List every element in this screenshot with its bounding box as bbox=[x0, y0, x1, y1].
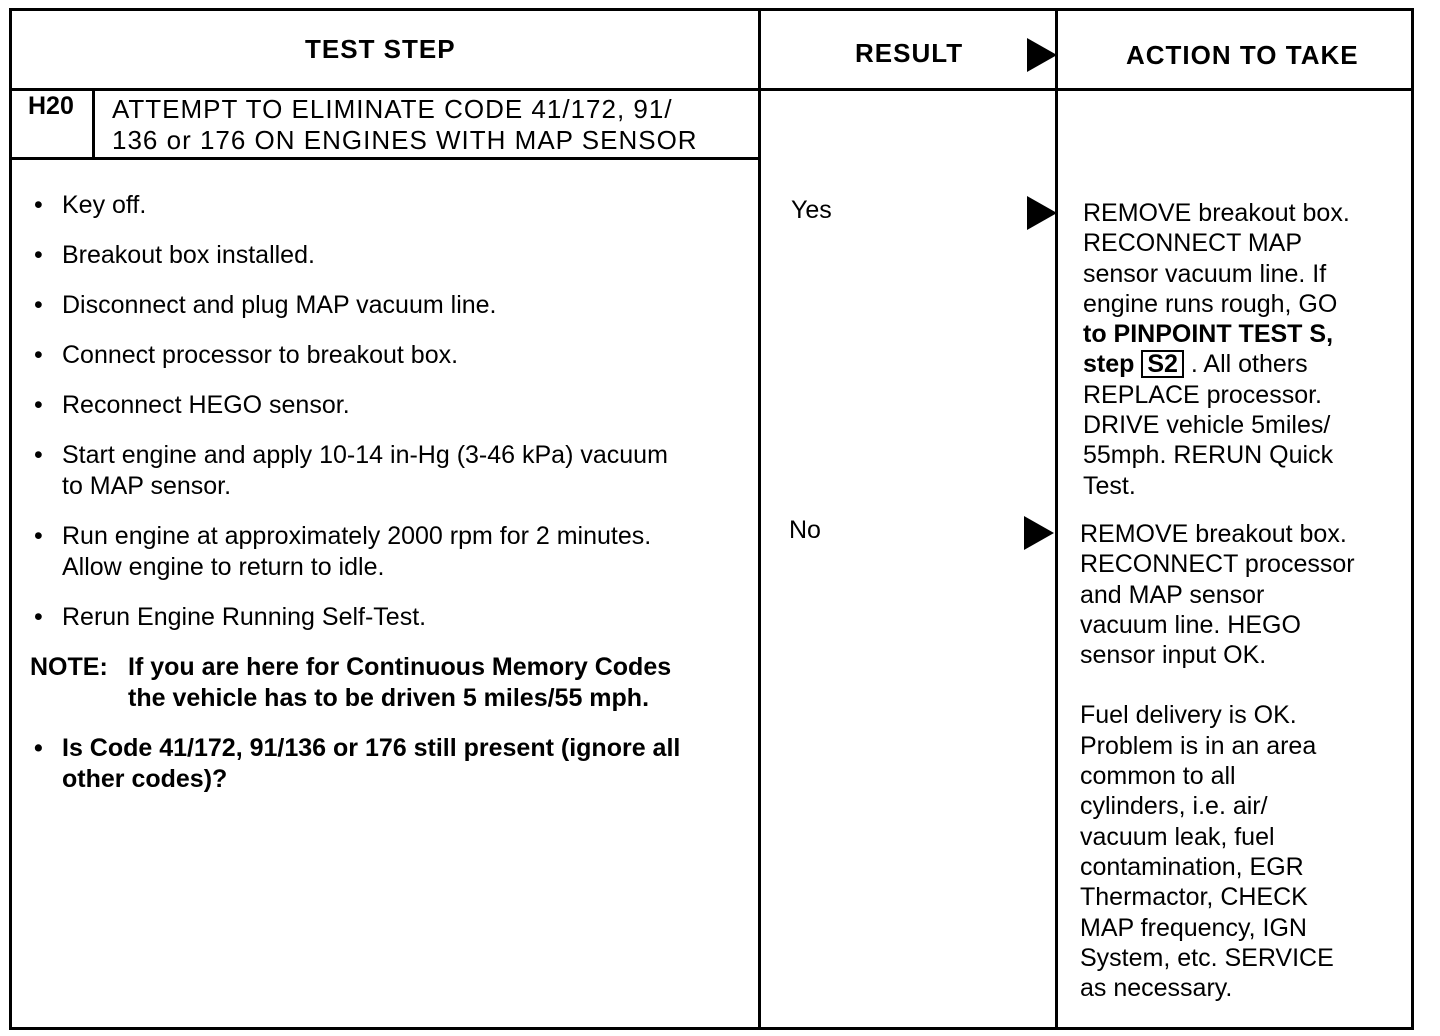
bullet-icon: • bbox=[34, 191, 43, 219]
result-yes-arrow-icon bbox=[1027, 196, 1057, 230]
column-divider-result bbox=[758, 8, 761, 1030]
question: • Is Code 41/172, 91/136 or 176 still present (ignore all other codes)? bbox=[34, 734, 681, 793]
bullet-icon: • bbox=[34, 603, 43, 631]
list-item: • Run engine at approximately 2000 rpm for 2 minutes. Allow engine to return to idle. bbox=[34, 522, 652, 581]
spacer bbox=[1080, 670, 1400, 700]
action-no: REMOVE breakout box. RECONNECT processor and MAP sensor vacuum line. HEGO sensor input OK. Fuel delivery is OK. Problem is in an area common to all cylinders, i.e. air/ vacuum leak, fuel contamination, EGR Thermactor, CHECK MAP frequency, IGN System, etc. SERVICE as necessary. bbox=[1080, 519, 1400, 1003]
list-item: • Start engine and apply 10-14 in-Hg (3-46 kPa) vacuum to MAP sensor. bbox=[34, 441, 668, 500]
header-result: RESULT bbox=[855, 38, 964, 68]
list-item: • Connect processor to breakout box. bbox=[34, 341, 459, 369]
bullet-icon: • bbox=[34, 291, 43, 319]
list-item: • Reconnect HEGO sensor. bbox=[34, 391, 350, 419]
step-title-line-2: 136 or 176 ON ENGINES WITH MAP SENSOR bbox=[112, 125, 698, 155]
bullet-icon: • bbox=[34, 441, 43, 469]
result-no-arrow-icon bbox=[1024, 516, 1054, 550]
step-title-divider bbox=[9, 157, 761, 160]
step-title-line-1: ATTEMPT TO ELIMINATE CODE 41/172, 91/ bbox=[112, 94, 673, 124]
step-title bbox=[112, 94, 752, 156]
step-ref-s2[interactable]: S2 bbox=[1141, 350, 1184, 378]
bullet-icon: • bbox=[34, 734, 43, 762]
bullet-icon: • bbox=[34, 391, 43, 419]
header-action-to-take: ACTION TO TAKE bbox=[1126, 40, 1359, 70]
list-item: • Disconnect and plug MAP vacuum line. bbox=[34, 291, 497, 319]
bullet-icon: • bbox=[34, 522, 43, 550]
bullet-icon: • bbox=[34, 241, 43, 269]
column-divider-action bbox=[1055, 8, 1058, 1030]
list-item: • Breakout box installed. bbox=[34, 241, 315, 269]
header-arrow-icon bbox=[1027, 38, 1057, 72]
result-yes: Yes bbox=[791, 196, 832, 224]
header-test-step: TEST STEP bbox=[305, 34, 456, 64]
note bbox=[30, 652, 690, 714]
test-step-list bbox=[30, 190, 730, 814]
list-item: • Key off. bbox=[34, 191, 147, 219]
step-id-divider bbox=[92, 88, 95, 160]
note-label: NOTE: bbox=[30, 653, 108, 681]
header-divider bbox=[9, 88, 1414, 91]
action-yes: REMOVE breakout box. RECONNECT MAP sensor vacuum line. If engine runs rough, GO to PINPOINT TEST S, step S2 . All others REPLACE processor. DRIVE vehicle 5miles/ 55mph. RERUN Quick Test. bbox=[1083, 199, 1350, 500]
note-text: If you are here for Continuous Memory Codes the vehicle has to be driven 5 miles/55 mph. bbox=[128, 653, 672, 712]
result-no: No bbox=[789, 516, 821, 544]
step-id: H20 bbox=[28, 92, 74, 120]
list-item: • Rerun Engine Running Self-Test. bbox=[34, 603, 427, 631]
bullet-icon: • bbox=[34, 341, 43, 369]
